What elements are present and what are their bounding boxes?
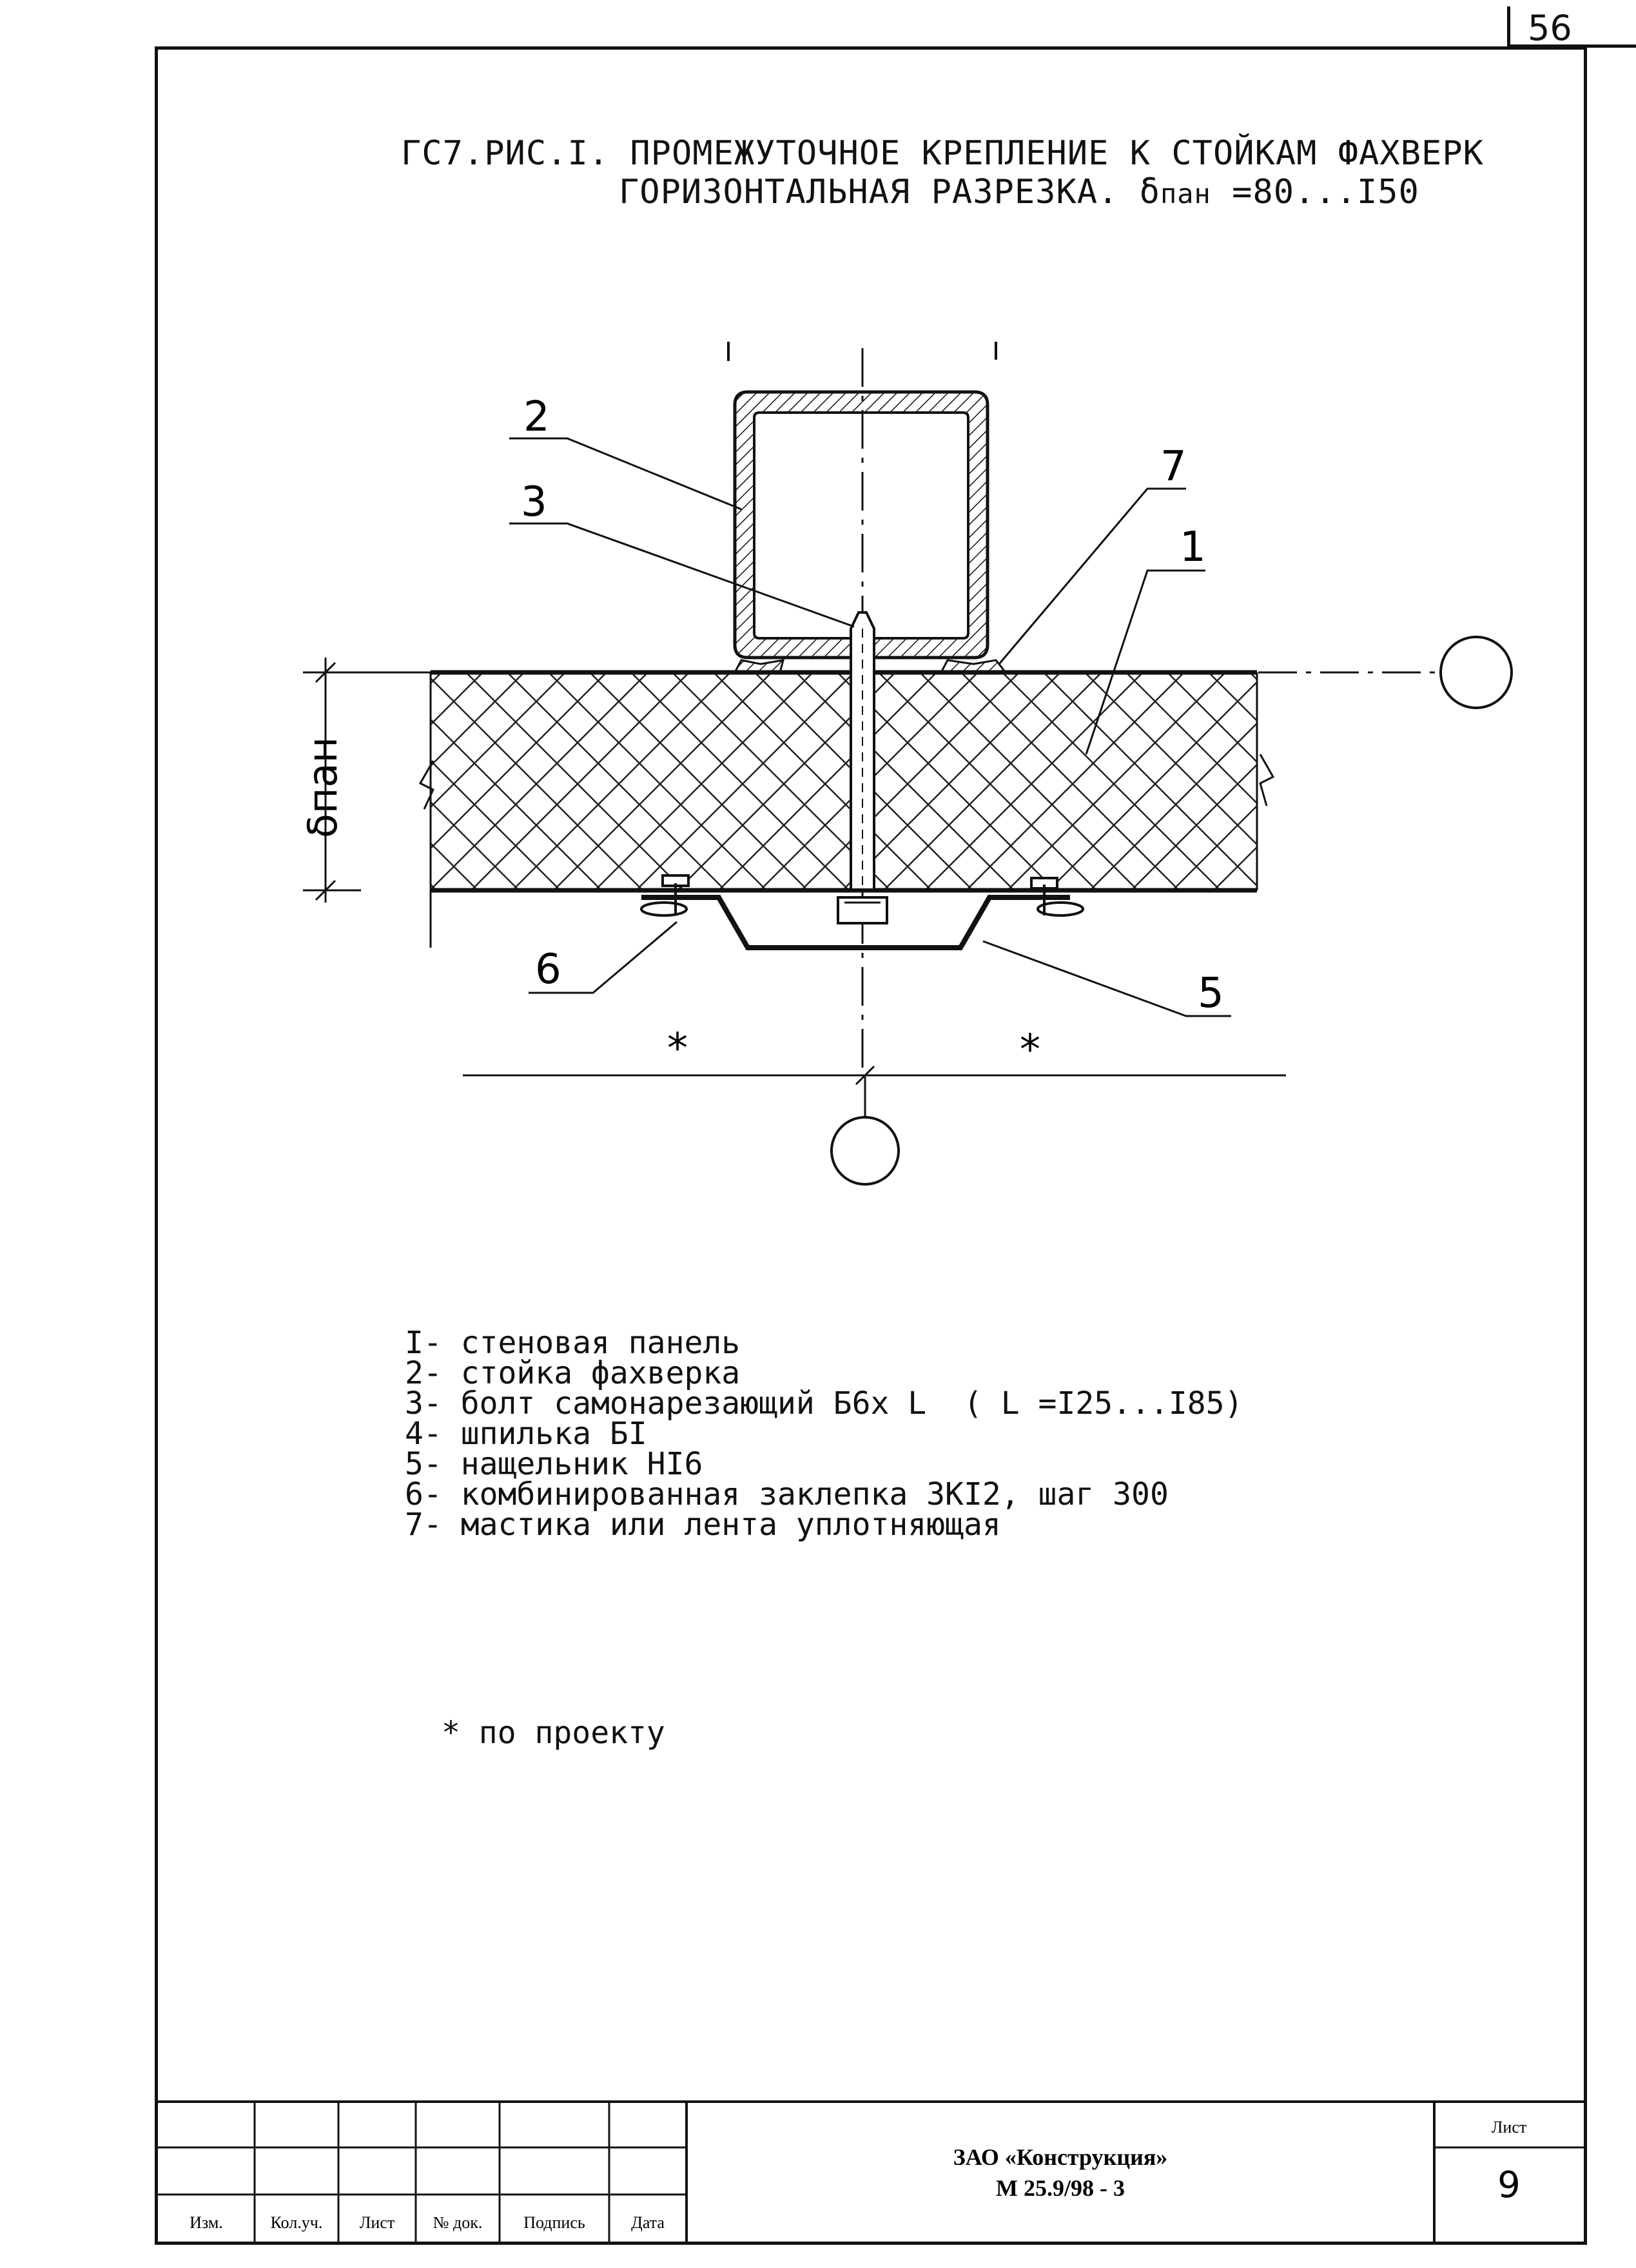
callout-2: 2 [523, 393, 550, 441]
legend-item-5: 5- нащельник НI6 [405, 1446, 703, 1482]
pitch-mark-left: * [667, 1025, 688, 1073]
tb-col-signature: Подпись [523, 2213, 585, 2232]
tb-col-kol-uch: Кол.уч. [270, 2213, 323, 2232]
callout-6: 6 [535, 946, 561, 993]
drawing-title-line-1: ГС7.РИС.I. ПРОМЕЖУТОЧНОЕ КРЕПЛЕНИЕ К СТОЙКАМ ФАХВЕРК [401, 134, 1484, 173]
legend-item-4: 4- шпилька БI [405, 1416, 647, 1452]
dimension-label: δпан [299, 737, 346, 838]
legend-item-7: 7- мастика или лента уплотняющая [405, 1507, 1001, 1543]
legend [405, 1325, 1243, 1543]
tb-document-code: М 25.9/98 - 3 [996, 2175, 1125, 2201]
legend-item-1: I- стеновая панель [405, 1325, 741, 1361]
axis-bubble-bottom [832, 1117, 899, 1184]
callout-3: 3 [521, 478, 547, 526]
callout-1: 1 [1180, 523, 1206, 571]
callout-5: 5 [1198, 970, 1224, 1017]
title-symbol: δ [1139, 173, 1160, 211]
tb-col-doc-no: № док. [433, 2213, 483, 2232]
tb-organization: ЗАО «Конструкция» [953, 2144, 1168, 2170]
callout-7: 7 [1160, 443, 1187, 491]
tb-sheet-number: 9 [1497, 2164, 1521, 2206]
axis-bubble-right [1441, 637, 1512, 708]
corner-page-number: 56 [1528, 8, 1572, 48]
tb-sheet-label: Лист [1491, 2118, 1527, 2136]
legend-item-2: 2- стойка фахверка [405, 1355, 741, 1391]
pitch-mark-right: * [1020, 1026, 1040, 1074]
footnote: * по проекту [442, 1715, 665, 1751]
title-symbol-subscript: пан [1160, 178, 1211, 210]
tb-col-izm: Изм. [190, 2213, 223, 2232]
title-line-2-suffix: =80...I50 [1232, 173, 1419, 211]
tb-col-list: Лист [359, 2213, 395, 2232]
tb-col-date: Дата [631, 2213, 665, 2232]
title-line-2-prefix: ГОРИЗОНТАЛЬНАЯ РАЗРЕЗКА. [619, 173, 1119, 211]
break-line-right [1260, 754, 1273, 806]
legend-item-3: 3- болт самонарезающий Б6х L ( L =I25...I85) [405, 1385, 1243, 1422]
panel-insulation [431, 672, 1257, 890]
legend-item-6: 6- комбинированная заклепка ЗКI2, шаг 300 [405, 1476, 1169, 1512]
title-block [158, 2100, 1584, 2242]
